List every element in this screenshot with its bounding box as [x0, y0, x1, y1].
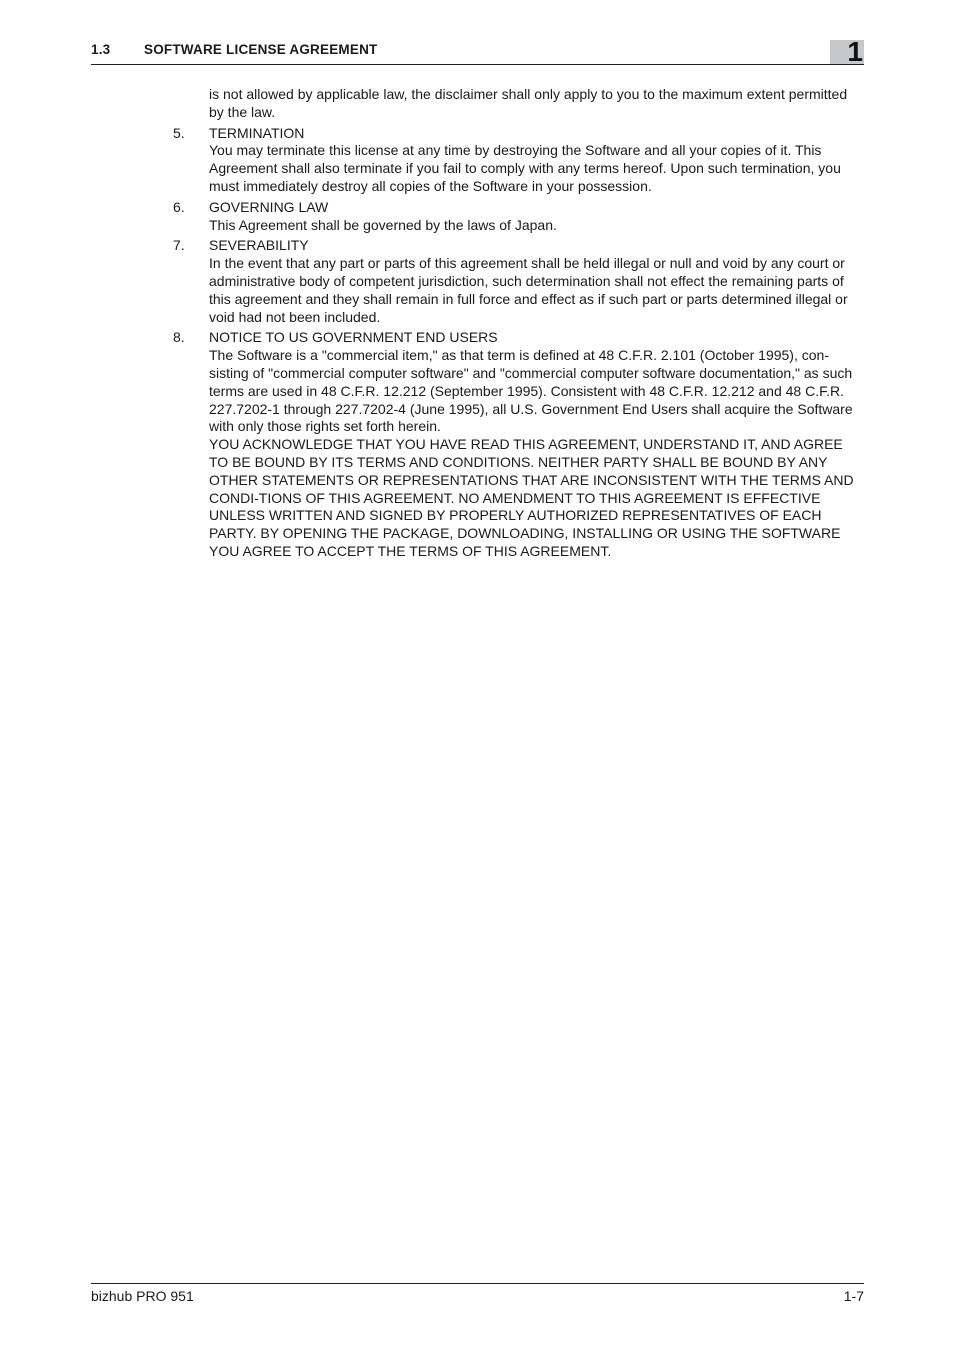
list-item-title: NOTICE TO US GOVERNMENT END USERS — [209, 329, 498, 346]
page-footer — [91, 1283, 864, 1304]
list-item-title: GOVERNING LAW — [209, 198, 329, 215]
list-item-government-users — [173, 329, 864, 560]
product-name: bizhub PRO 951 — [91, 1288, 194, 1304]
list-item-title: SEVERABILITY — [209, 237, 309, 254]
chapter-number: 1 — [847, 36, 863, 67]
section-number: 1.3 — [91, 42, 111, 57]
list-item-number: 5. — [173, 124, 185, 141]
section-title: SOFTWARE LICENSE AGREEMENT — [144, 42, 378, 57]
acknowledgement-paragraph: YOU ACKNOWLEDGE THAT YOU HAVE READ THIS AGREEMENT, UNDERSTAND IT, AND AGREE TO BE BOUND BY ITS TERMS AND CONDITIONS. NEITHER PARTY SHALL BE BOUND BY ANY OTHER STATEMENTS OR REPRESENTATIONS THAT ARE INCONSISTENT WITH THE TERMS AND CONDI-TIONS OF THIS AGREEMENT. NO AMENDMENT TO THIS AGREEMENT IS EFFECTIVE UNLESS WRITTEN AND SIGNED BY PROPERLY AUTHORIZED REPRESENTATIVES OF EACH PARTY. BY OPENING THE PACKAGE, DOWNLOADING, INSTALLING OR USING THE SOFTWARE YOU AGREE TO ACCEPT THE TERMS OF THIS AGREEMENT. — [209, 436, 854, 559]
list-item-governing-law — [173, 198, 864, 235]
list-item-number: 7. — [173, 237, 185, 254]
page-header — [91, 36, 864, 67]
intro-paragraph: is not allowed by applicable law, the disclaimer shall only apply to you to the maximum extent permitted by the law. — [209, 86, 848, 120]
page-number: 1-7 — [843, 1288, 864, 1304]
license-body — [173, 86, 864, 561]
list-item-title: TERMINATION — [209, 124, 305, 141]
list-item-paragraph: This Agreement shall be governed by the laws of Japan. — [209, 216, 557, 233]
chapter-tab — [830, 36, 864, 67]
list-item-severability — [173, 237, 864, 326]
list-item-termination — [173, 124, 864, 196]
list-item-paragraph: You may terminate this license at any time by destroying the Software and all your copies of it. This Agreement shall also terminate if you fail to comply with any terms hereof. Upon such termination, you must immediately destroy all copies of the Software in your possession. — [209, 142, 841, 194]
list-item-paragraph: In the event that any part or parts of this agreement shall be held illegal or null and void by any court or administrative body of competent jurisdiction, such determination shall not effect the remaining parts of this agreement and they shall remain in full force and effect as if such part or parts determined illegal or void had not been included. — [209, 255, 848, 325]
list-item-number: 6. — [173, 198, 185, 215]
list-item-paragraph: The Software is a "commercial item," as that term is defined at 48 C.F.R. 2.101 (October 1995), con-sisting of "commercial computer software" and "commercial computer software documentation," as such terms are used in 48 C.F.R. 12.212 (September 1995). Consistent with 48 C.F.R. 12.212 and 48 C.F.R. 227.7202-1 through 227.7202-4 (June 1995), all U.S. Government End Users shall acquire the Software with only those rights set forth herein. — [209, 347, 853, 435]
list-item-number: 8. — [173, 329, 185, 346]
